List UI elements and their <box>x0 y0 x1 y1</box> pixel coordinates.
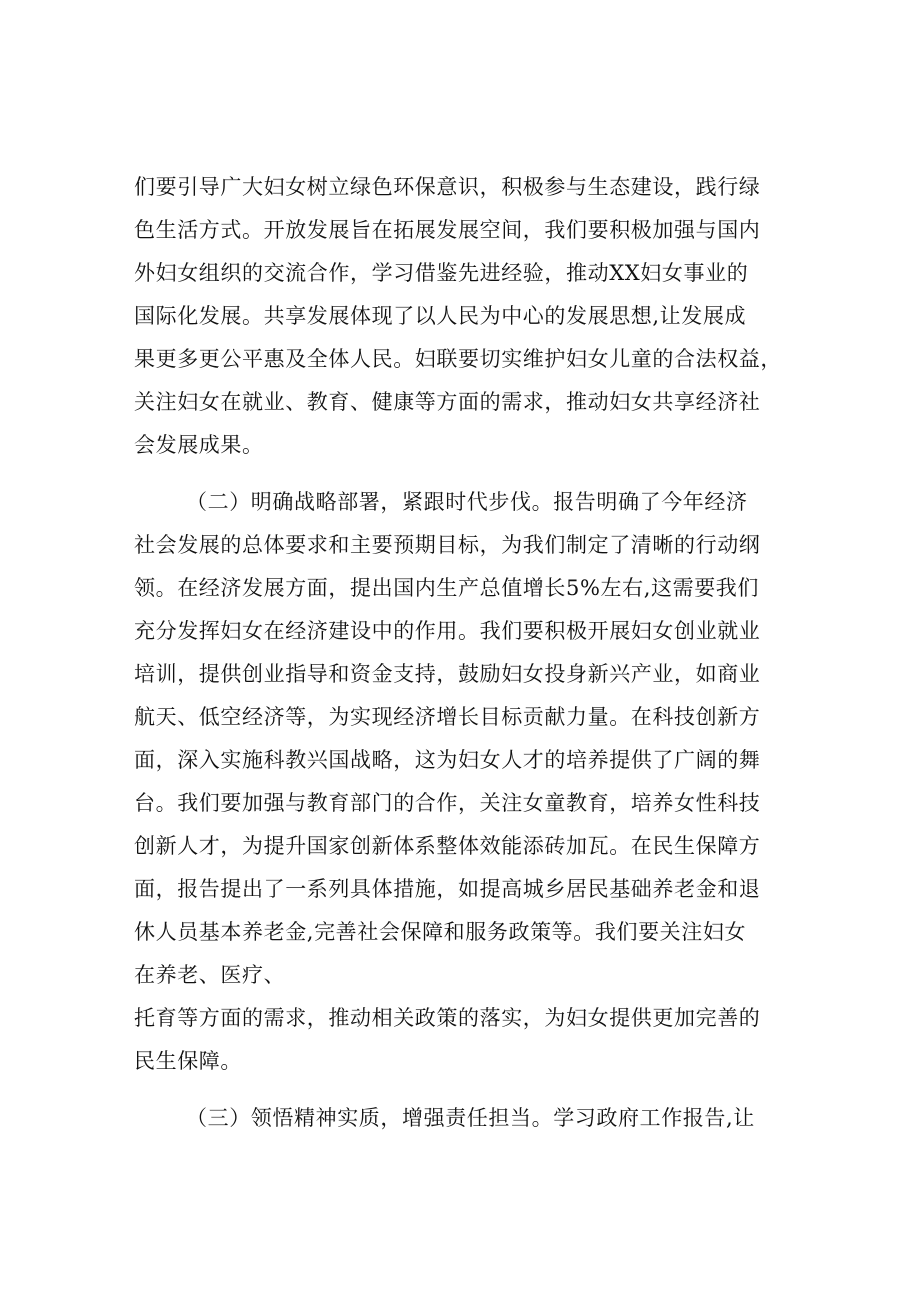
text-line: 面，报告提出了一系列具体措施，如提高城乡居民基础养老金和退 <box>134 877 761 901</box>
text-line: 社会发展的总体要求和主要预期目标，为我们制定了清晰的行动纲 <box>134 533 761 557</box>
text-line: 关注妇女在就业、教育、健康等方面的需求，推动妇女共享经济社 <box>134 390 761 414</box>
text-line: 台。我们要加强与教育部门的合作，关注女童教育，培养女性科技 <box>134 791 761 815</box>
text-line: 外妇女组织的交流合作，学习借鉴先进经验，推动XX妇女事业的 <box>134 261 749 285</box>
paragraph-heading-line: （三）领悟精神实质，增强责任担当。学习政府工作报告,让 <box>186 1106 755 1130</box>
paragraph-2 <box>134 481 799 1083</box>
text-line: 面，深入实施科教兴国战略，这为妇女人才的培养提供了广阔的舞 <box>134 748 761 772</box>
text-line: 培训，提供创业指导和资金支持，鼓励妇女投身新兴产业，如商业 <box>134 662 761 686</box>
text-line: 创新人才，为提升国家创新体系整体效能添砖加瓦。在民生保障方 <box>134 834 761 858</box>
text-line: 会发展成果。 <box>134 433 264 457</box>
paragraph-spacer <box>134 1083 799 1097</box>
paragraph-heading-line: （二）明确战略部署，紧跟时代步伐。报告明确了今年经济 <box>186 490 748 514</box>
paragraph-spacer <box>134 467 799 481</box>
text-line: 在养老、医疗、 <box>134 963 286 987</box>
text-line: 民生保障。 <box>134 1049 242 1073</box>
text-line: 色生活方式。开放发展旨在拓展发展空间，我们要积极加强与国内 <box>134 218 761 242</box>
text-line: 充分发挥妇女在经济建设中的作用。我们要积极开展妇女创业就业 <box>134 619 761 643</box>
text-line: 休人员基本养老金,完善社会保障和服务政策等。我们要关注妇女 <box>134 920 747 944</box>
paragraph-1 <box>134 166 799 467</box>
text-line: 航天、低空经济等，为实现经济增长目标贡献力量。在科技创新方 <box>134 705 761 729</box>
text-line: 领。在经济发展方面，提出国内生产总值增长5%左右,这需要我们 <box>134 576 759 600</box>
document-body <box>134 166 799 1140</box>
paragraph-3 <box>134 1097 799 1140</box>
text-line: 果更多更公平惠及全体人民。妇联要切实维护妇女儿童的合法权益， <box>134 347 782 371</box>
text-line: 们要引导广大妇女树立绿色环保意识，积极参与生态建设，践行绿 <box>134 175 761 199</box>
text-line: 托育等方面的需求，推动相关政策的落实，为妇女提供更加完善的 <box>134 1006 761 1030</box>
text-line: 国际化发展。共享发展体现了以人民为中心的发展思想,让发展成 <box>134 304 747 328</box>
